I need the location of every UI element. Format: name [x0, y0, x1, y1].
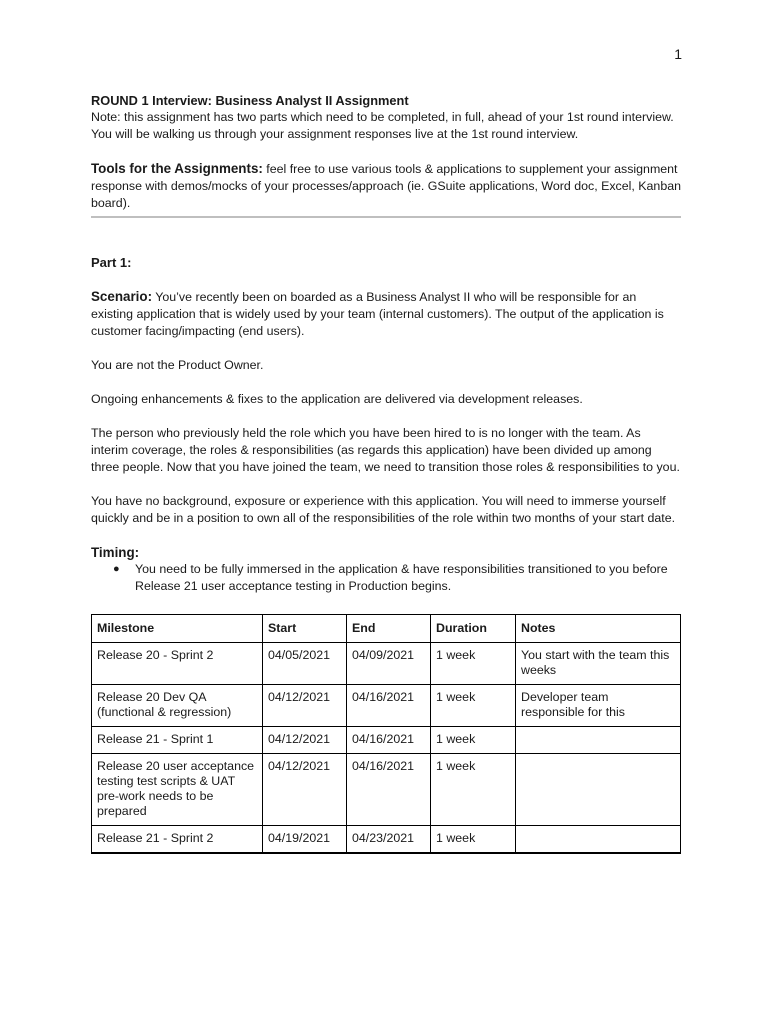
cell-end: 04/09/2021 — [347, 643, 431, 685]
cell-milestone: Release 20 user acceptance testing test scripts & UAT pre-work needs to be prepared — [92, 754, 263, 826]
table-row — [92, 754, 681, 826]
product-owner-paragraph: You are not the Product Owner. — [91, 358, 264, 372]
cell-duration: 1 week — [431, 685, 516, 727]
header-duration: Duration — [431, 615, 516, 643]
header-milestone: Milestone — [92, 615, 263, 643]
timing-bullet — [91, 561, 681, 595]
scenario-text: You’ve recently been on boarded as a Business Analyst II who will be responsible for an existing application that is widely used by your team (internal customers). The output of the application is customer facing/impacting (end users). — [91, 290, 664, 338]
cell-start: 04/05/2021 — [263, 643, 347, 685]
cell-start: 04/12/2021 — [263, 727, 347, 754]
cell-end: 04/16/2021 — [347, 754, 431, 826]
tools-heading: Tools for the Assignments: — [91, 161, 263, 176]
scenario-label: Scenario: — [91, 289, 153, 304]
scenario-paragraph — [91, 288, 681, 340]
timing-bullet-text: You need to be fully immersed in the application & have responsibilities transitioned to you before Release 21 user acceptance testing in Production begins. — [135, 562, 668, 593]
header-start: Start — [263, 615, 347, 643]
cell-milestone: Release 20 Dev QA (functional & regression) — [92, 685, 263, 727]
cell-start: 04/12/2021 — [263, 685, 347, 727]
cell-start: 04/12/2021 — [263, 754, 347, 826]
assignment-note: Note: this assignment has two parts which need to be completed, in full, ahead of your 1st round interview. You will be walking us through your assignment responses live at the 1st round interview. — [91, 110, 674, 141]
page-number: 1 — [674, 46, 682, 62]
table-row — [92, 643, 681, 685]
tools-paragraph — [91, 160, 681, 212]
cell-duration: 1 week — [431, 826, 516, 854]
cell-milestone: Release 21 - Sprint 1 — [92, 727, 263, 754]
cell-end: 04/23/2021 — [347, 826, 431, 854]
section-divider — [91, 216, 681, 218]
cell-notes — [516, 754, 681, 826]
cell-end: 04/16/2021 — [347, 727, 431, 754]
cell-start: 04/19/2021 — [263, 826, 347, 854]
table-header-row — [92, 615, 681, 643]
table-row — [92, 727, 681, 754]
table-row — [92, 826, 681, 854]
cell-notes — [516, 826, 681, 854]
milestone-table — [91, 614, 681, 854]
cell-duration: 1 week — [431, 727, 516, 754]
tools-text: feel free to use various tools & applications to supplement your assignment response with demos/mocks of your processes/approach (ie. GSuite applications, Word doc, Excel, Kanban board). — [91, 162, 682, 210]
cell-duration: 1 week — [431, 754, 516, 826]
document-body — [91, 92, 681, 854]
table-row — [92, 685, 681, 727]
part-1-heading: Part 1: — [91, 255, 132, 270]
background-paragraph: You have no background, exposure or experience with this application. You will need to immerse yourself quickly and be in a position to own all of the responsibilities of the role within two months of your start date. — [91, 494, 676, 525]
cell-notes — [516, 727, 681, 754]
cell-milestone: Release 20 - Sprint 2 — [92, 643, 263, 685]
enhancements-paragraph: Ongoing enhancements & fixes to the application are delivered via development releases. — [91, 392, 583, 406]
cell-notes: You start with the team this weeks — [516, 643, 681, 685]
previous-role-paragraph: The person who previously held the role which you have been hired to is no longer with the team. As interim coverage, the roles & responsibilities (as regards this application) have been divided up among three people. Now that you have joined the team, we need to transition those roles & responsibilities to you. — [91, 426, 680, 474]
cell-end: 04/16/2021 — [347, 685, 431, 727]
cell-notes: Developer team responsible for this — [516, 685, 681, 727]
bullet-icon: ● — [113, 563, 120, 575]
timing-heading: Timing: — [91, 545, 140, 560]
cell-milestone: Release 21 - Sprint 2 — [92, 826, 263, 854]
cell-duration: 1 week — [431, 643, 516, 685]
header-end: End — [347, 615, 431, 643]
document-title: ROUND 1 Interview: Business Analyst II Assignment — [91, 93, 409, 108]
header-notes: Notes — [516, 615, 681, 643]
